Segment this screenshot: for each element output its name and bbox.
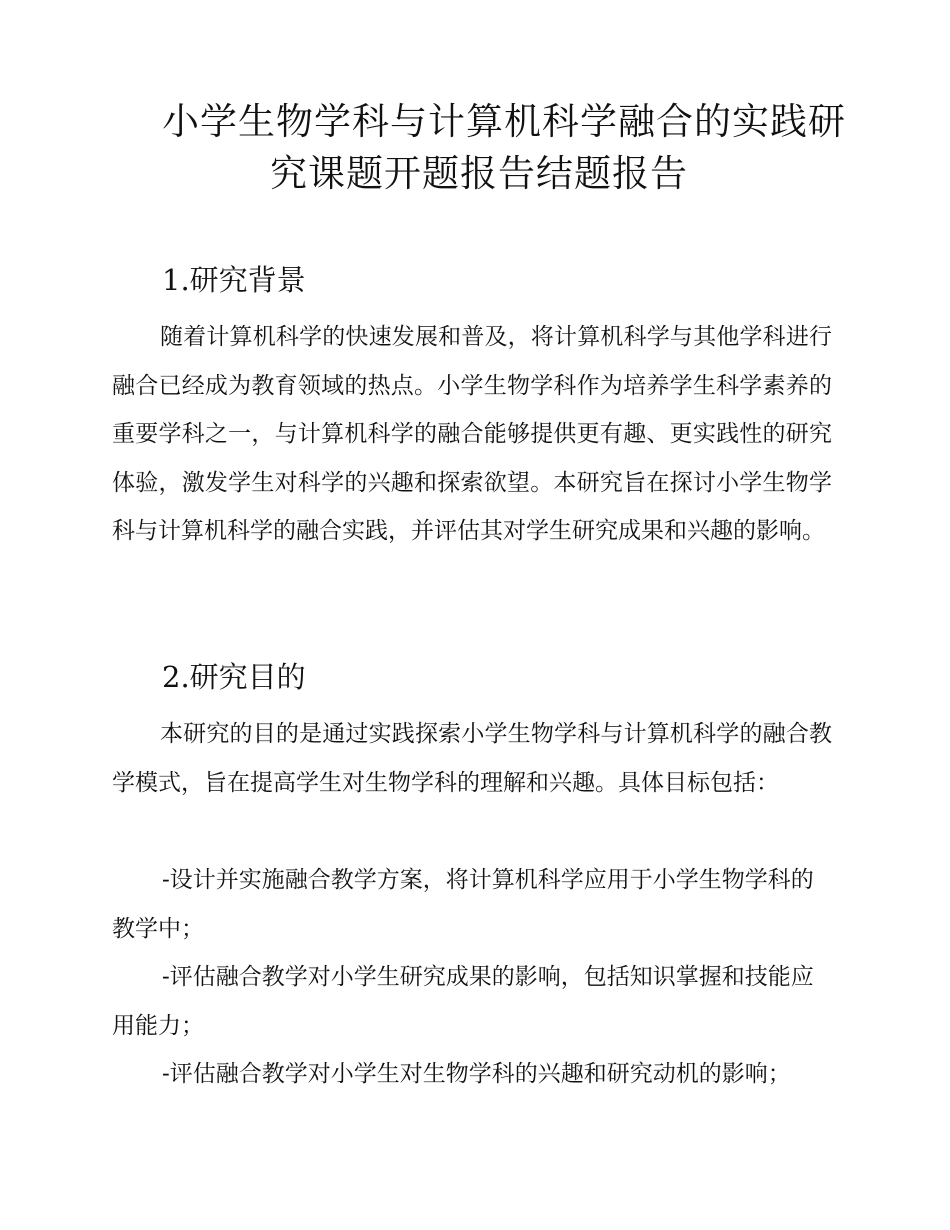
document-title [112,96,852,200]
section-paragraph-background: 随着计算机科学的快速发展和普及，将计算机科学与其他学科进行融合已经成为教育领域的热点。小学生物学科作为培养学生科学素养的重要学科之一，与计算机科学的融合能够提供更有趣、更实践性的研究体验，激发学生对科学的兴趣和探索欲望。本研究旨在探讨小学生物学科与计算机科学的融合实践，并评估其对学生研究成果和兴趣的影响。 [112,324,832,544]
section-heading-background: 1.研究背景 [162,263,306,297]
section-paragraph-purpose: 本研究的目的是通过实践探索小学生物学科与计算机科学的融合教学模式，旨在提高学生对生物学科的理解和兴趣。具体目标包括： [112,721,832,796]
list-item: -评估融合教学对小学生对生物学科的兴趣和研究动机的影响； [162,1061,791,1087]
section-heading-purpose: 2.研究目的 [162,660,306,694]
title-line-2: 究课题开题报告结题报告 [270,152,688,195]
list-item: -评估融合教学对小学生研究成果的影响，包括知识掌握和技能应用能力； [112,964,814,1039]
list-item: -设计并实施融合教学方案，将计算机科学应用于小学生物学科的教学中； [112,867,814,942]
title-line-1: 小学生物学科与计算机科学融合的实践研 [162,100,846,143]
